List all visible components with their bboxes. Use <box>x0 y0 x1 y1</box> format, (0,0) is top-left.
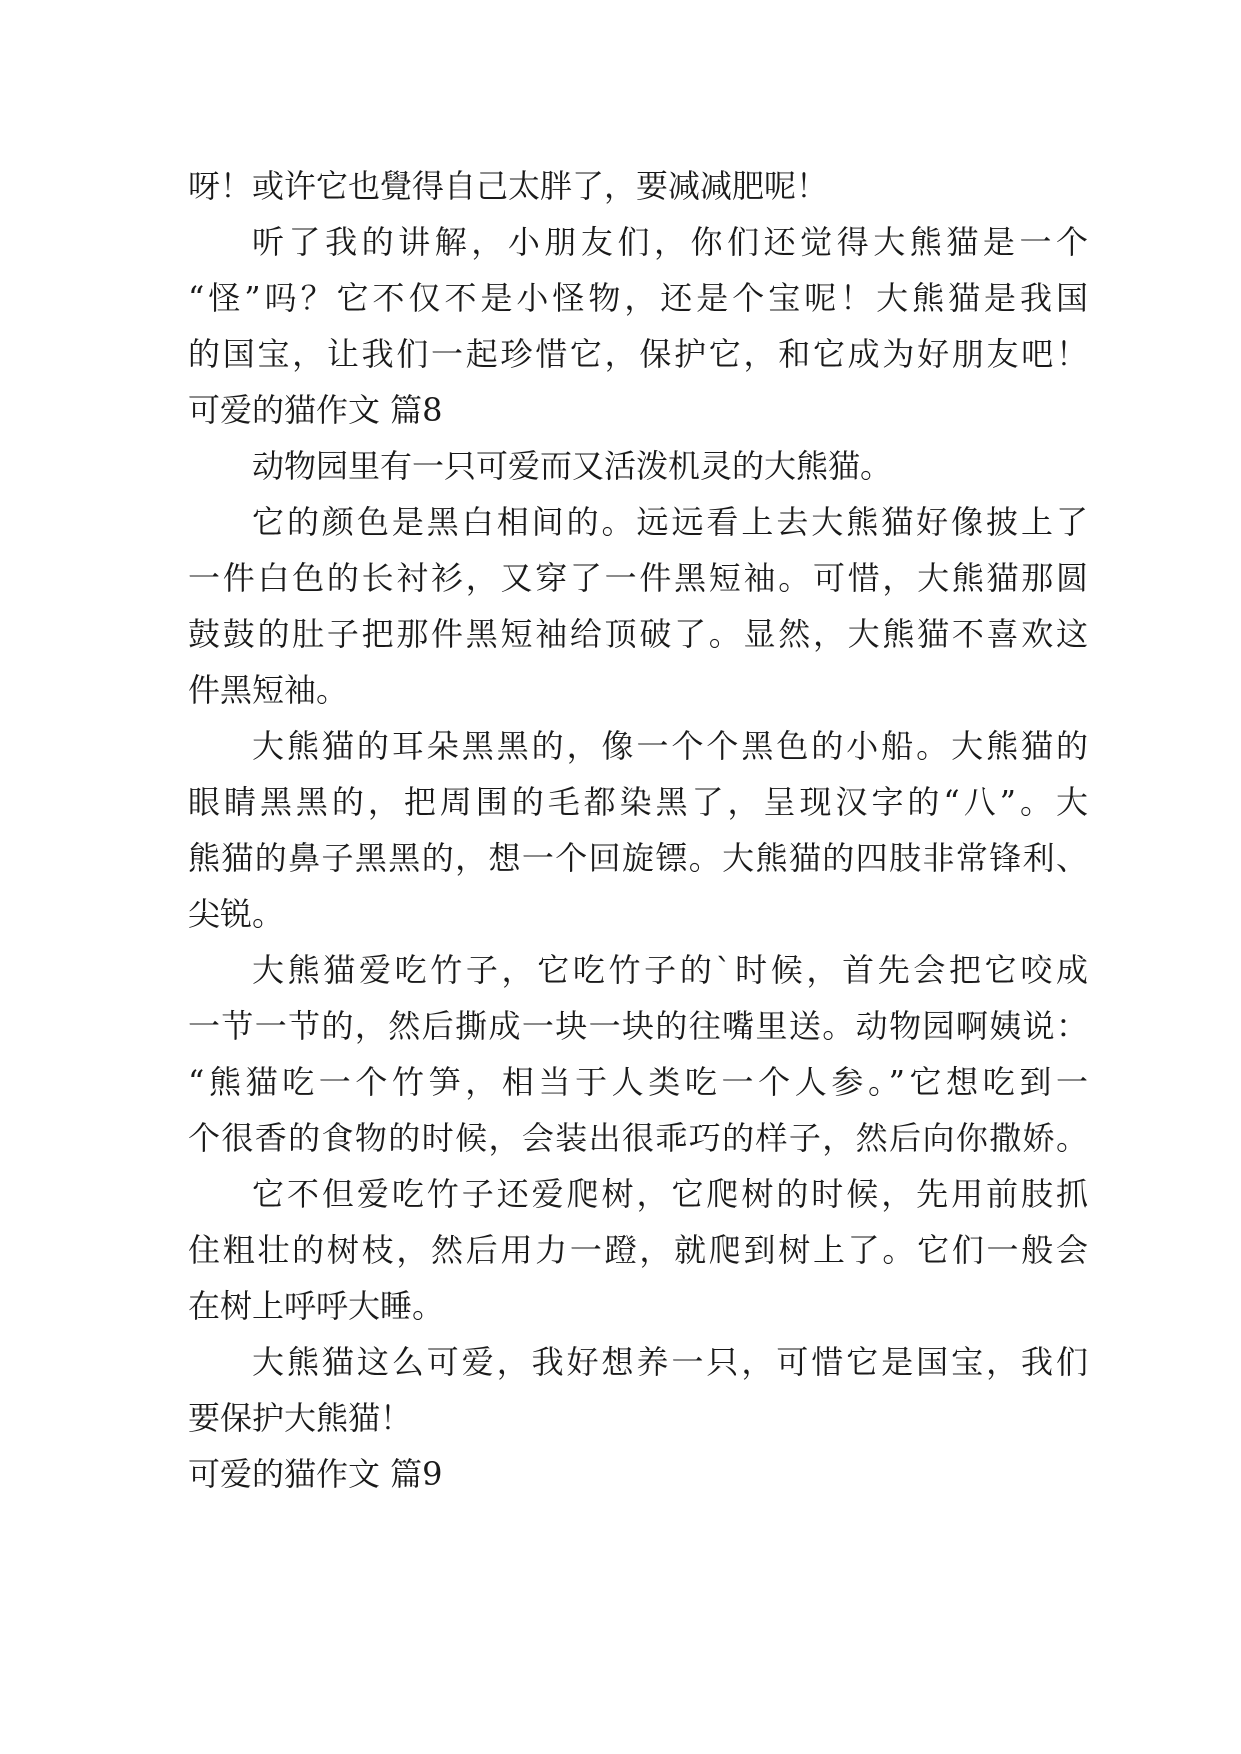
section-heading: 可爱的猫作文 篇9 <box>188 1455 443 1493</box>
paragraph-line: 尖锐。 <box>188 895 285 933</box>
paragraph-line: 呀！或许它也覺得自己太胖了，要减减肥呢！ <box>188 167 829 205</box>
paragraph-first-line: 它的颜色是黑白相间的。远远看上去大熊猫好像披上了 <box>252 503 1088 541</box>
paragraph-line: “怪”吗？它不仅不是小怪物，还是个宝呢！大熊猫是我国 <box>188 279 1088 317</box>
paragraph-line: 一节一节的，然后撕成一块一块的往嘴里送。动物园啊姨说： <box>188 1007 1088 1045</box>
paragraph-line: 眼睛黑黑的，把周围的毛都染黑了，呈现汉字的“八”。大 <box>188 783 1088 821</box>
paragraph-first-line: 听了我的讲解，小朋友们，你们还觉得大熊猫是一个 <box>252 223 1088 261</box>
paragraph-first-line: 大熊猫的耳朵黑黑的，像一个个黑色的小船。大熊猫的 <box>252 727 1088 765</box>
paragraph-line: 个很香的食物的时候，会装出很乖巧的样子，然后向你撒娇。 <box>188 1119 1088 1157</box>
paragraph-line: 在树上呼呼大睡。 <box>188 1287 445 1325</box>
document-body <box>188 158 1088 1502</box>
paragraph-line: 一件白色的长衬衫，又穿了一件黑短袖。可惜，大熊猫那圆 <box>188 559 1088 597</box>
paragraph-first-line: 动物园里有一只可爱而又活泼机灵的大熊猫。 <box>252 447 893 485</box>
paragraph-line: 件黑短袖。 <box>188 671 349 709</box>
paragraph-line: 住粗壮的树枝，然后用力一蹬，就爬到树上了。它们一般会 <box>188 1231 1088 1269</box>
paragraph-line: 要保护大熊猫！ <box>188 1399 413 1437</box>
paragraph-line: 熊猫的鼻子黑黑的，想一个回旋镖。大熊猫的四肢非常锋利、 <box>188 839 1088 877</box>
section-heading: 可爱的猫作文 篇8 <box>188 391 443 429</box>
paragraph-first-line: 大熊猫爱吃竹子，它吃竹子的`时候，首先会把它咬成 <box>252 951 1088 989</box>
paragraph-line: 的国宝，让我们一起珍惜它，保护它，和它成为好朋友吧！ <box>188 335 1088 373</box>
paragraph-line: 鼓鼓的肚子把那件黑短袖给顶破了。显然，大熊猫不喜欢这 <box>188 615 1088 653</box>
paragraph-line: “熊猫吃一个竹笋，相当于人类吃一个人参。”它想吃到一 <box>188 1063 1088 1101</box>
paragraph-first-line: 大熊猫这么可爱，我好想养一只，可惜它是国宝，我们 <box>252 1343 1088 1381</box>
paragraph-first-line: 它不但爱吃竹子还爱爬树，它爬树的时候，先用前肢抓 <box>252 1175 1088 1213</box>
